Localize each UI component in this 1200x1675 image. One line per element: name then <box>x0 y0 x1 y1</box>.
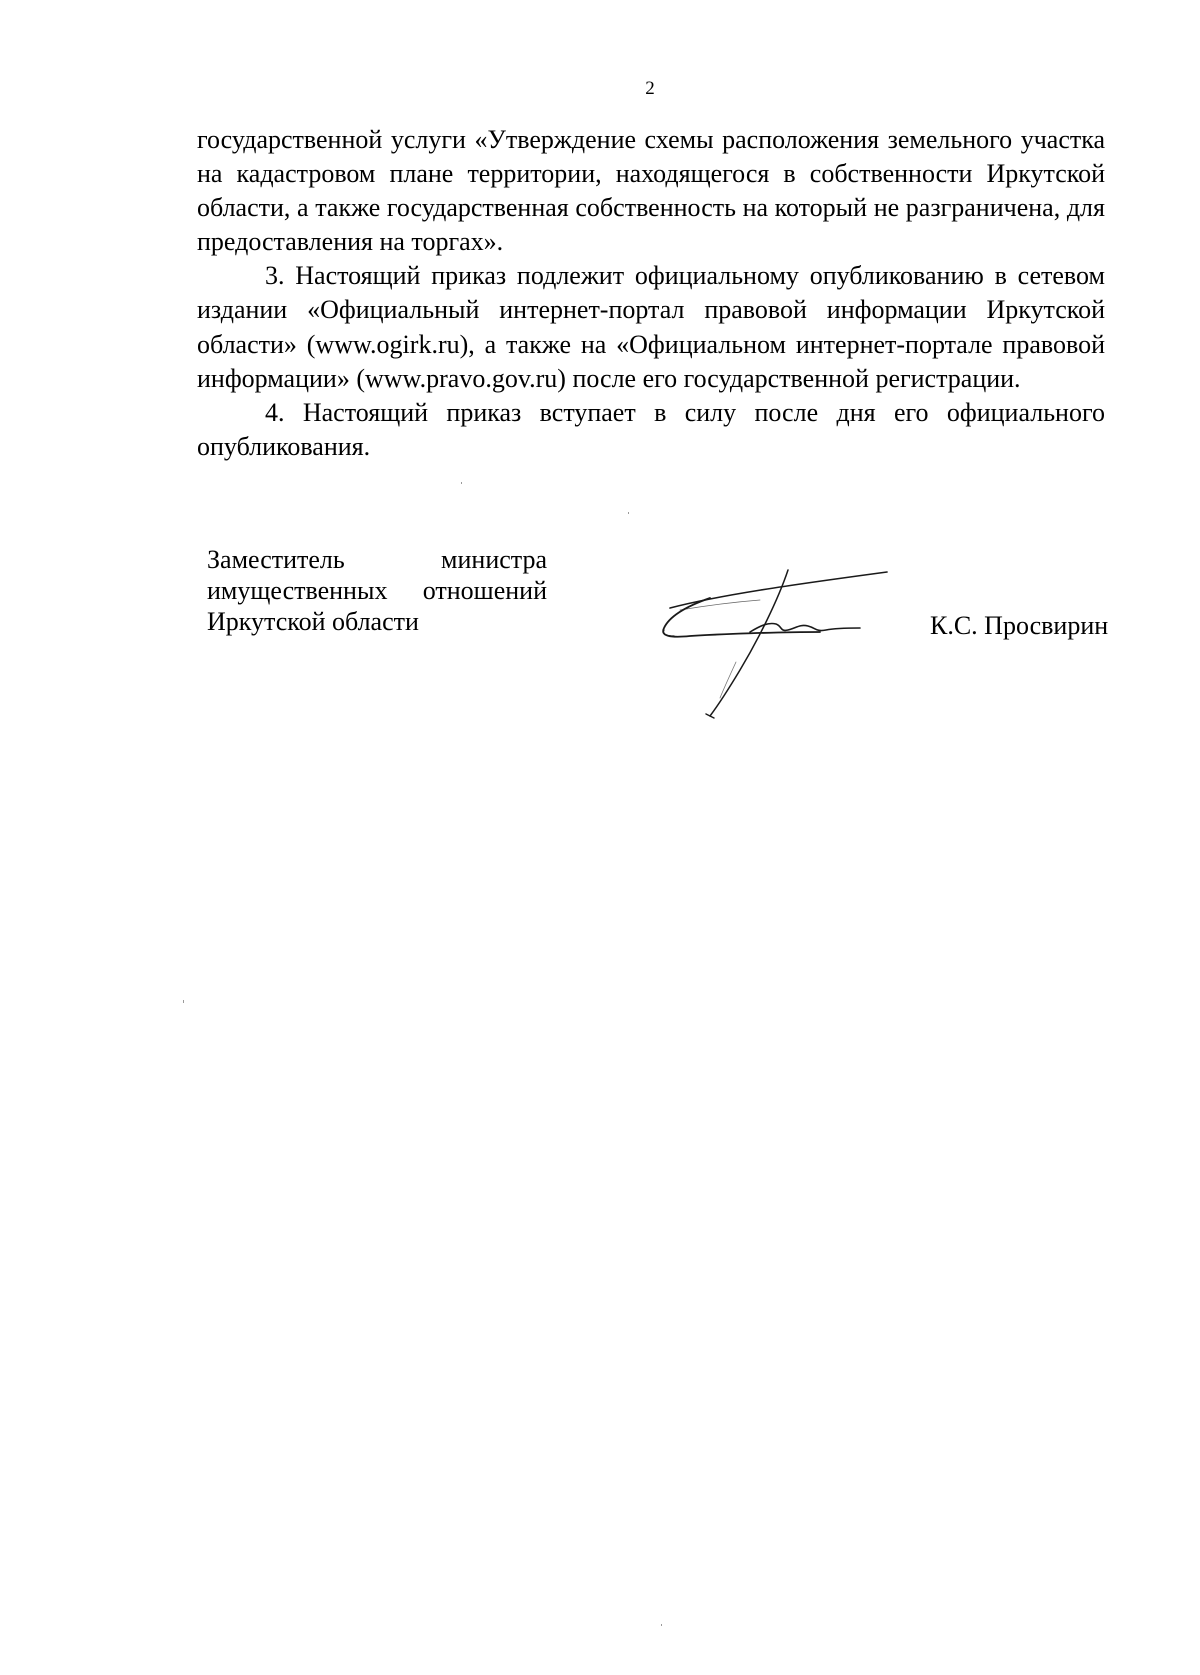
scan-speck <box>661 1624 662 1626</box>
page-number: 2 <box>645 78 655 99</box>
scan-speck <box>461 482 462 484</box>
paragraph-4-effective-date: 4. Настоящий приказ вступает в силу после дня его официального опубликования. <box>197 397 1105 461</box>
position-line: Иркутской области <box>207 607 419 636</box>
handwritten-signature <box>640 550 900 720</box>
scan-speck <box>628 512 629 514</box>
document-body <box>197 123 1105 464</box>
scan-speck <box>183 1000 184 1003</box>
position-line: имущественных отношений <box>207 576 547 605</box>
signer-name: К.С. Просвирин <box>930 611 1109 640</box>
signatory-position <box>207 544 547 637</box>
paragraph-continuation: государственной услуги «Утверждение схемы расположения земельного участка на кадастровом плане территории, находящегося в собственности Иркутской области, а также государственная собственность на который не разграничена, для предоставления на торгах». <box>197 125 1105 257</box>
paragraph-3-publication: 3. Настоящий приказ подлежит официальному опубликованию в сетевом издании «Официальный интернет-портал правовой информации Иркутской области» (www.ogirk.ru), а также на «Официальном интернет-портале правовой информации» (www.pravo.gov.ru) после его государственной регистрации. <box>197 261 1105 393</box>
position-line: Заместитель министра <box>207 545 547 574</box>
